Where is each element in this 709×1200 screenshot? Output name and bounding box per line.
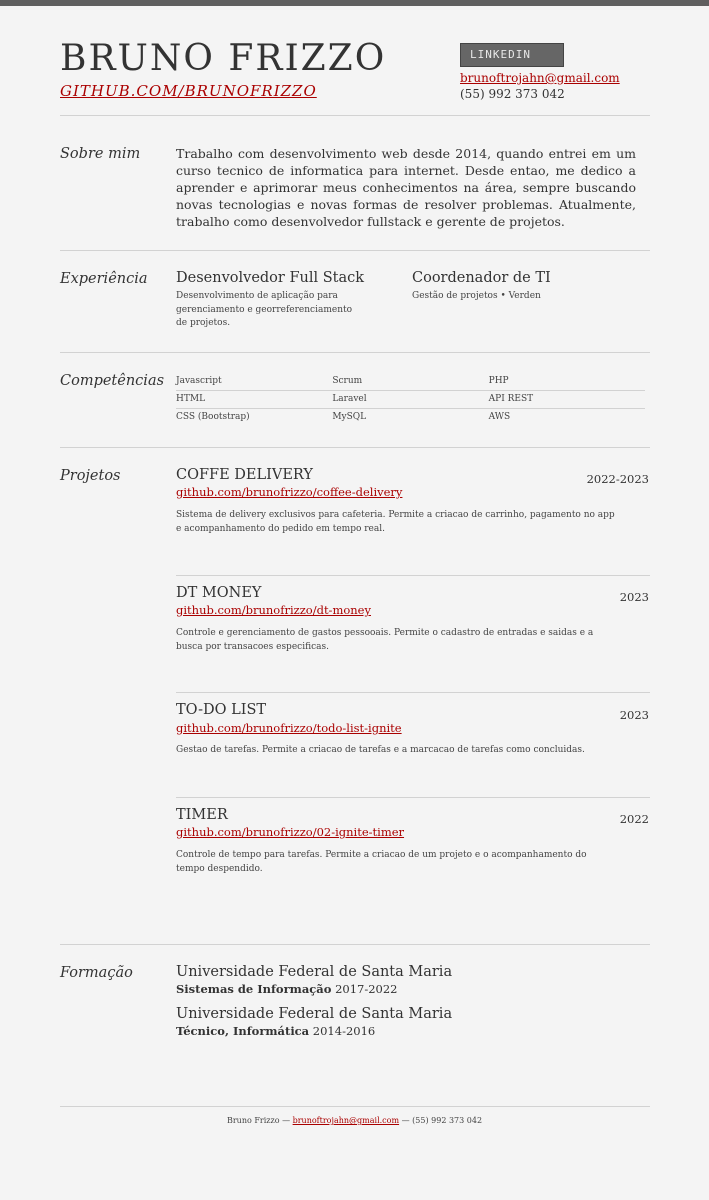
project-year: 2022 — [619, 812, 649, 826]
section-label-about: Sobre mim — [60, 146, 141, 162]
project-title: DT MONEY — [176, 585, 262, 601]
footer-separator: — — [401, 1116, 410, 1125]
job-entry — [412, 270, 642, 304]
footer-name: Bruno Frizzo — [226, 1116, 280, 1125]
about-text: Trabalho com desenvolvimento web desde 2014, quando entrei em um curso tecnico de informatica para internet. Desde entao, me dedico a aprender e aprimorar meus conhecimentos na área, sempre buscando novas tecnologias e novas formas de resolver problemas. Atualmente, trabalho como desenvolvedor fullstack e gerente de projetos. — [176, 146, 636, 229]
section-label-skills: Competências — [60, 373, 165, 389]
page-title: BRUNO FRIZZO — [60, 38, 387, 79]
job-description: Gestão de projetos • Verden — [412, 291, 541, 301]
education-years: 2014-2016 — [312, 1024, 376, 1038]
job-title: Coordenador de TI — [412, 270, 551, 286]
divider — [60, 944, 650, 945]
education-course-line — [176, 982, 397, 996]
skill-item: AWS — [488, 412, 511, 422]
footer-separator: — — [282, 1116, 291, 1125]
divider — [60, 352, 650, 353]
project-year: 2022-2023 — [586, 472, 649, 486]
education-course: Técnico, Informática — [176, 1024, 310, 1038]
skill-item: CSS (Bootstrap) — [176, 412, 250, 422]
skill-item: Javascript — [176, 373, 332, 391]
top-bar — [0, 0, 709, 6]
job-entry — [176, 270, 365, 331]
linkedin-button[interactable]: LINKEDIN — [460, 43, 564, 67]
job-title: Desenvolvedor Full Stack — [176, 270, 365, 286]
project-title: TO-DO LIST — [176, 702, 267, 718]
skills-row — [176, 373, 645, 391]
project-link[interactable]: github.com/brunofrizzo/todo-list-ignite — [176, 721, 402, 735]
project-link[interactable]: github.com/brunofrizzo/02-ignite-timer — [176, 825, 405, 839]
education-course-line — [176, 1024, 375, 1038]
skill-item: Scrum — [332, 373, 488, 391]
skills-table — [176, 373, 645, 426]
skills-row — [176, 391, 645, 409]
project-year: 2023 — [619, 708, 649, 722]
divider — [60, 447, 650, 448]
divider — [60, 115, 650, 116]
skill-item: HTML — [176, 391, 332, 409]
project-separator — [176, 692, 650, 693]
project-description: Sistema de delivery exclusivos para cafeteria. Permite a criacao de carrinho, pagamento no app e acompanhamento do pedido em tempo real. — [176, 510, 615, 534]
skill-item: PHP — [489, 373, 645, 391]
divider — [60, 1106, 650, 1107]
project-description: Controle e gerenciamento de gastos pessooais. Permite o cadastro de entradas e saidas e a busca por transacoes especificas. — [176, 628, 594, 652]
project-title: TIMER — [176, 807, 228, 823]
skill-item: MySQL — [332, 412, 367, 422]
github-link[interactable]: GITHUB.COM/BRUNOFRIZZO — [60, 82, 317, 100]
project-year: 2023 — [619, 590, 649, 604]
footer-email-link[interactable]: brunoftrojahn@gmail.com — [292, 1116, 400, 1125]
job-description: Desenvolvimento de aplicação para gerenciamento e georreferenciamento de projetos. — [176, 291, 353, 328]
project-description: Gestao de tarefas. Permite a criacao de tarefas e a marcacao de tarefas como concluidas. — [176, 745, 585, 755]
footer-phone: (55) 992 373 042 — [412, 1116, 483, 1125]
education-school: Universidade Federal de Santa Maria — [176, 1006, 453, 1022]
phone-number: (55) 992 373 042 — [460, 87, 565, 101]
project-separator — [176, 797, 650, 798]
project-separator — [176, 575, 650, 576]
project-link[interactable]: github.com/brunofrizzo/coffee-delivery — [176, 485, 403, 499]
section-label-education: Formação — [60, 965, 133, 981]
project-title: COFFE DELIVERY — [176, 467, 313, 483]
education-years: 2017-2022 — [335, 982, 398, 996]
education-school: Universidade Federal de Santa Maria — [176, 964, 453, 980]
section-label-experience: Experiência — [60, 271, 148, 287]
divider — [60, 250, 650, 251]
footer — [0, 1116, 709, 1125]
project-link[interactable]: github.com/brunofrizzo/dt-money — [176, 603, 371, 617]
email-link[interactable]: brunoftrojahn@gmail.com — [460, 71, 620, 85]
project-description: Controle de tempo para tarefas. Permite a criacao de um projeto e o acompanhamento do tempo despendido. — [176, 850, 587, 874]
section-label-projects: Projetos — [60, 468, 121, 484]
skill-item: API REST — [489, 391, 645, 409]
skill-item: Laravel — [332, 391, 488, 409]
education-course: Sistemas de Informação — [176, 982, 332, 996]
skills-row — [176, 409, 645, 427]
